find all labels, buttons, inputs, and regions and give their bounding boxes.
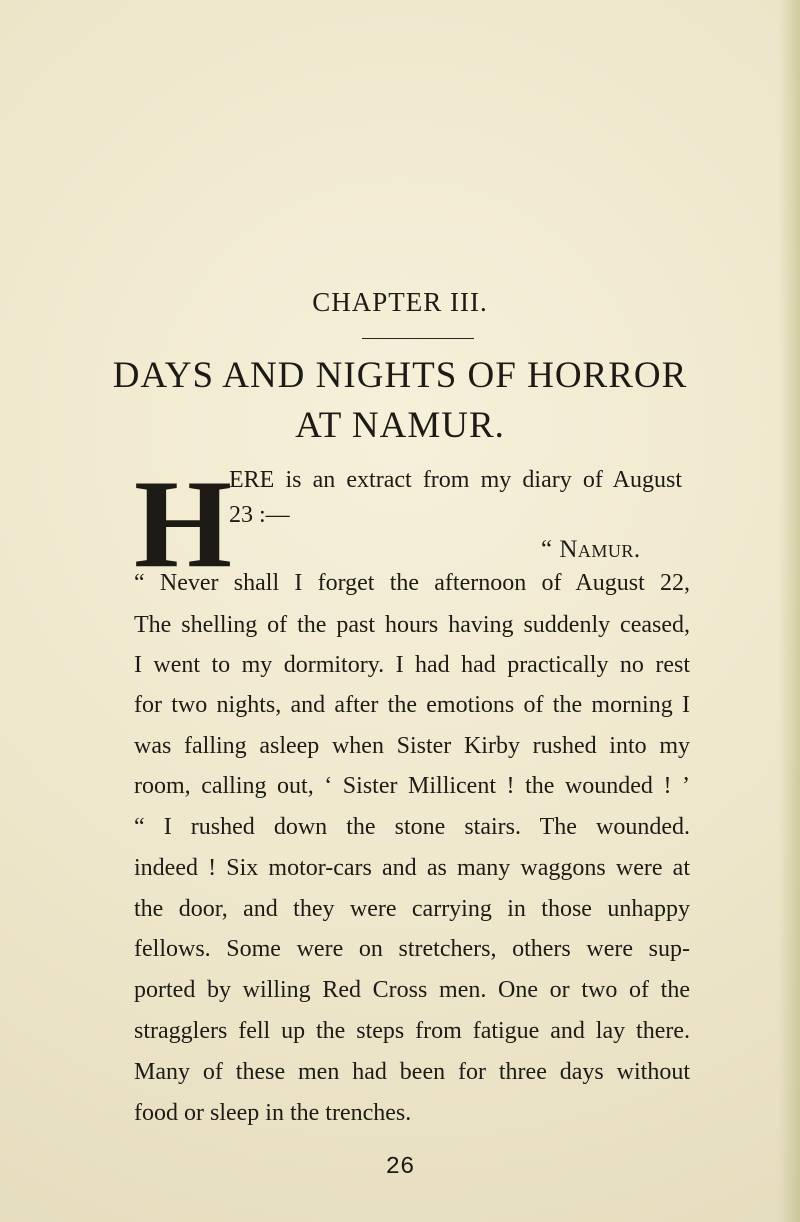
drop-cap: H (134, 455, 233, 594)
text-line: I went to my dormitory. I had had practically no rest (134, 652, 690, 678)
chapter-rule (362, 338, 474, 339)
text-line: “ Never shall I forget the afternoon of August 22, (134, 570, 690, 596)
chapter-label: CHAPTER III. (312, 287, 488, 317)
page-edge-shadow (778, 0, 800, 1222)
text-line-cap-1: ERE is an extract from my diary of August (229, 467, 682, 493)
text-line: stragglers fell up the steps from fatigue and lay there. (134, 1018, 690, 1044)
text-line: for two nights, and after the emotions of the morning I (134, 692, 690, 718)
text-line-cap-2: 23 :— (229, 502, 290, 528)
text-line: Many of these men had been for three days without (134, 1059, 690, 1085)
text-line: “ I rushed down the stone stairs. The wounded. (134, 814, 690, 840)
text-line: was falling asleep when Sister Kirby rushed into my (134, 733, 690, 759)
text-line: ported by willing Red Cross men. One or two of the (134, 977, 690, 1003)
chapter-title-line-1: DAYS AND NIGHTS OF HORROR (112, 355, 688, 396)
chapter-title-line-2: AT NAMUR. (295, 405, 505, 446)
text-line: indeed ! Six motor-cars and as many waggons were at (134, 855, 690, 881)
text-line: fellows. Some were on stretchers, others were sup- (134, 936, 690, 962)
page-number: 26 (385, 1154, 415, 1181)
text-line-last: food or sleep in the trenches. (134, 1100, 412, 1126)
text-line: The shelling of the past hours having suddenly ceased, (134, 612, 690, 638)
text-line: room, calling out, ‘ Sister Millicent ! the wounded ! ’ (134, 773, 690, 799)
place-heading: “ Namur. (541, 536, 641, 563)
text-line: the door, and they were carrying in those unhappy (134, 896, 690, 922)
